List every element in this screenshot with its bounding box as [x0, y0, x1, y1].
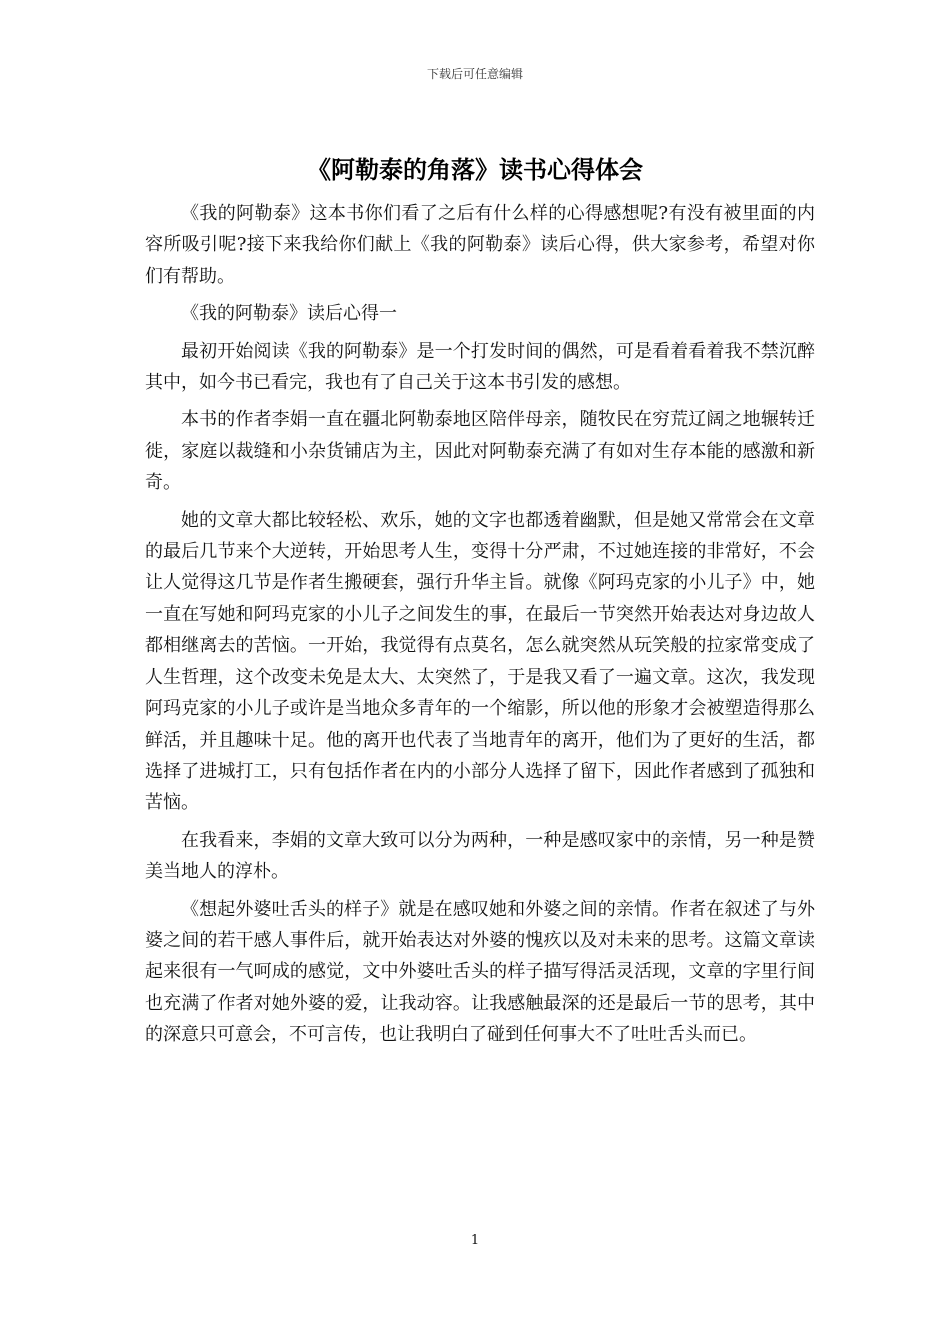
page-number: 1 [470, 1233, 480, 1248]
header-note: 下载后可任意编辑 [426, 67, 523, 81]
document-title: 《阿勒泰的角落》读书心得体会 [307, 155, 643, 184]
paragraph: 《想起外婆吐舌头的样子》就是在感叹她和外婆之间的亲情。作者在叙述了与外婆之间的若干感人事件后，就开始表达对外婆的愧疚以及对未来的思考。这篇文章读起来很有一气呵成的感觉，文中外婆吐舌头的样子描写得活灵活现，文章的字里行间也充满了作者对她外婆的爱，让我动容。让我感触最深的还是最后一节的思考，其中的深意只可意会，不可言传，也让我明白了碰到任何事大不了吐吐舌头而已。 [145, 898, 815, 1046]
paragraph: 最初开始阅读《我的阿勒泰》是一个打发时间的偶然，可是看着看着我不禁沉醉其中，如今书已看完，我也有了自己关于这本书引发的感想。 [145, 340, 815, 394]
paragraph: 她的文章大都比较轻松、欢乐，她的文字也都透着幽默，但是她又常常会在文章的最后几节来个大逆转，开始思考人生，变得十分严肃，不过她连接的非常好，不会让人觉得这几节是作者生搬硬套，强行升华主旨。就像《阿玛克家的小儿子》中，她一直在写她和阿玛克家的小儿子之间发生的事，在最后一节突然开始表达对身边故人都相继离去的苦恼。一开始，我觉得有点莫名，怎么就突然从玩笑般的拉家常变成了人生哲理，这个改变未免是太大、太突然了，于是我又看了一遍文章。这次，我发现阿玛克家的小儿子或许是当地众多青年的一个缩影，所以他的形象才会被塑造得那么鲜活，并且趣味十足。他的离开也代表了当地青年的离开，他们为了更好的生活，都选择了进城打工，只有包括作者在内的小部分人选择了留下，因此作者感到了孤独和苦恼。 [145, 509, 815, 814]
section-heading: 《我的阿勒泰》读后心得一 [181, 303, 397, 325]
paragraph: 在我看来，李娟的文章大致可以分为两种，一种是感叹家中的亲情，另一种是赞美当地人的淳朴。 [145, 829, 815, 883]
paragraph: 《我的阿勒泰》这本书你们看了之后有什么样的心得感想呢?有没有被里面的内容所吸引呢?接下来我给你们献上《我的阿勒泰》读后心得，供大家参考，希望对你们有帮助。 [145, 203, 815, 287]
paragraph: 本书的作者李娟一直在疆北阿勒泰地区陪伴母亲，随牧民在穷荒辽阔之地辗转迁徙，家庭以裁缝和小杂货铺店为主，因此对阿勒泰充满了有如对生存本能的感激和新奇。 [145, 409, 815, 494]
document-body [145, 198, 815, 1057]
